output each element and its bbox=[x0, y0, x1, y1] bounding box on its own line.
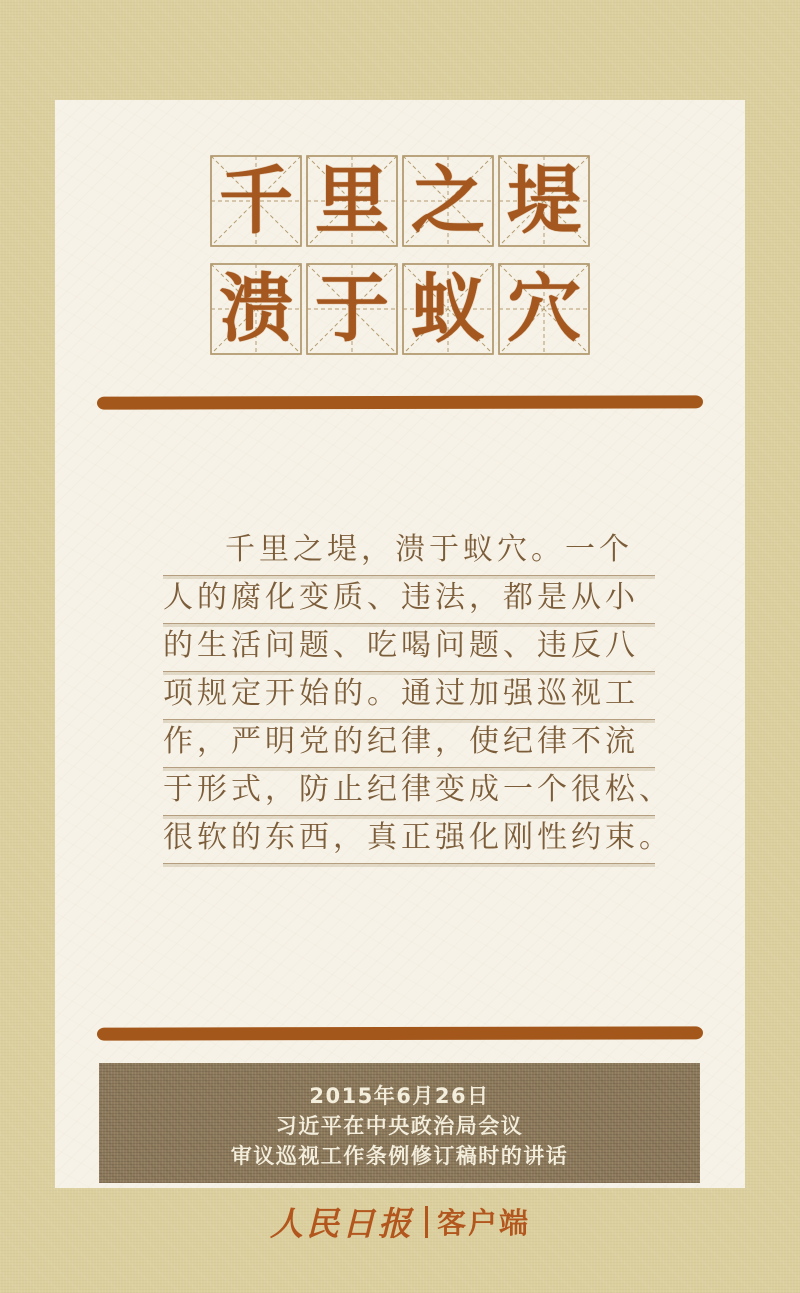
quote-line: 人的腐化变质、违法，都是从小 bbox=[163, 577, 655, 624]
title-char: 堤 bbox=[507, 158, 581, 244]
title-char: 蚁 bbox=[411, 266, 485, 352]
title-row-1 bbox=[210, 155, 590, 247]
quote-line: 很软的东西，真正强化刚性约束。 bbox=[163, 817, 655, 864]
title-grid-cell bbox=[402, 155, 494, 247]
attribution-date: 2015年6月26日 bbox=[309, 1084, 490, 1108]
quote-line: 的生活问题、吃喝问题、违反八 bbox=[163, 625, 655, 672]
quote-line: 项规定开始的。通过加强巡视工 bbox=[163, 673, 655, 720]
client-app-label: 客户端 bbox=[436, 1206, 530, 1240]
attribution-box bbox=[99, 1063, 700, 1183]
paper-card bbox=[55, 100, 745, 1188]
title-char: 千 bbox=[219, 158, 293, 244]
quote-block bbox=[163, 529, 673, 865]
title-char: 之 bbox=[411, 158, 485, 244]
quote-line: 于形式，防止纪律变成一个很松、 bbox=[163, 769, 655, 816]
attribution-speaker: 习近平在中央政治局会议 bbox=[275, 1114, 524, 1138]
title-char: 溃 bbox=[219, 266, 293, 352]
quote-line: 千里之堤，溃于蚁穴。一个 bbox=[163, 529, 655, 576]
quote-line: 作，严明党的纪律，使纪律不流 bbox=[163, 721, 655, 768]
title-grid-cell bbox=[402, 263, 494, 355]
title-grid-cell bbox=[306, 155, 398, 247]
brush-divider-top bbox=[97, 395, 703, 409]
title-row-2 bbox=[210, 263, 590, 355]
title-char: 于 bbox=[315, 266, 389, 352]
brush-divider-bottom bbox=[97, 1026, 703, 1040]
title-char: 里 bbox=[315, 158, 389, 244]
title-grid-cell bbox=[210, 155, 302, 247]
title-char: 穴 bbox=[507, 266, 581, 352]
title-grid bbox=[55, 155, 745, 355]
peoples-daily-wordmark: 人民日报 bbox=[269, 1204, 414, 1243]
title-grid-cell bbox=[306, 263, 398, 355]
title-grid-cell bbox=[498, 263, 590, 355]
attribution-occasion: 审议巡视工作条例修订稿时的讲话 bbox=[230, 1144, 569, 1168]
title-grid-cell bbox=[498, 155, 590, 247]
title-grid-cell bbox=[210, 263, 302, 355]
footer-logo bbox=[0, 1198, 800, 1245]
logo-divider-bar bbox=[425, 1206, 428, 1238]
